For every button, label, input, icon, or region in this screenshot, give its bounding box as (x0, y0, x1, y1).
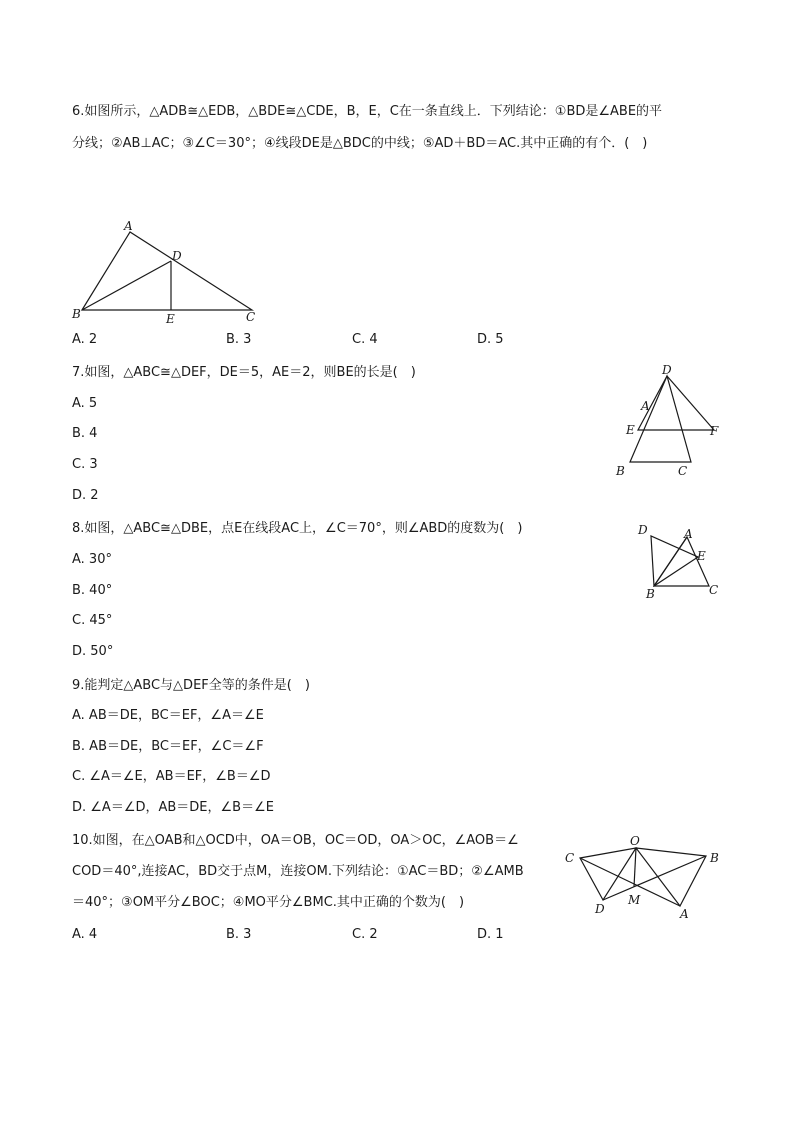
q10-option-c[interactable]: C. 2 (352, 927, 378, 942)
q6-figure (70, 218, 270, 328)
label-E: E (626, 423, 635, 437)
q8-figure (634, 518, 734, 608)
q6-option-b[interactable]: B. 3 (226, 332, 252, 347)
q9-option-c[interactable]: C. ∠A＝∠E，AB＝EF，∠B＝∠D (72, 769, 271, 784)
label-A: A (641, 399, 650, 413)
q6-stem-line-1: 6.如图所示，△ADB≅△EDB，△BDE≅△CDE，B，E，C在一条直线上．下列结论：①BD是∠ABE的平 (72, 104, 663, 119)
q7-figure (612, 362, 732, 482)
label-D: D (172, 249, 182, 263)
q10-stem-line-2: COD＝40°,连接AC，BD交于点M，连接OM.下列结论：①AC＝BD；②∠AMB (72, 864, 524, 879)
label-F: F (710, 424, 719, 438)
label-C: C (678, 464, 688, 478)
label-C: C (246, 310, 256, 324)
q8-stem: 8.如图，△ABC≅△DBE，点E在线段AC上，∠C＝70°，则∠ABD的度数为( ) (72, 521, 523, 536)
q10-option-a[interactable]: A. 4 (72, 927, 98, 942)
label-C: C (709, 583, 719, 597)
label-O: O (630, 834, 640, 848)
q10-stem-line-1: 10.如图，在△OAB和△OCD中，OA＝OB，OC＝OD，OA＞OC，∠AOB＝∠ (72, 833, 519, 848)
label-B: B (616, 464, 625, 478)
label-D: D (662, 363, 672, 377)
label-E: E (697, 549, 706, 563)
triangle-abc (82, 232, 252, 310)
label-M: M (628, 893, 641, 907)
q6-option-c[interactable]: C. 4 (352, 332, 378, 347)
q10-option-d[interactable]: D. 1 (477, 927, 504, 942)
triangle-oab (636, 848, 706, 906)
label-D: D (595, 902, 605, 916)
label-B: B (710, 851, 719, 865)
label-E: E (166, 312, 175, 326)
q7-option-a[interactable]: A. 5 (72, 396, 98, 411)
q7-stem: 7.如图，△ABC≅△DEF，DE＝5，AE＝2，则BE的长是( ) (72, 365, 416, 380)
segment-bd (82, 261, 171, 310)
q9-option-d[interactable]: D. ∠A＝∠D，AB＝DE，∠B＝∠E (72, 800, 274, 815)
triangle-dbe (651, 536, 698, 586)
q10-stem-line-3: ＝40°；③OM平分∠BOC；④MO平分∠BMC.其中正确的个数为( ) (72, 895, 465, 910)
q8-option-c[interactable]: C. 45° (72, 613, 113, 628)
q10-figure (560, 830, 730, 925)
q7-option-c[interactable]: C. 3 (72, 457, 98, 472)
q9-option-b[interactable]: B. AB＝DE，BC＝EF，∠C＝∠F (72, 739, 264, 754)
segment-om (634, 848, 636, 887)
label-A: A (684, 527, 693, 541)
q7-option-b[interactable]: B. 4 (72, 426, 98, 441)
label-B: B (646, 587, 655, 601)
q6-stem-line-2: 分线；②AB⊥AC；③∠C＝30°；④线段DE是△BDC的中线；⑤AD＋BD＝AC.其中正确的有个．( ) (72, 136, 648, 151)
q6-option-d[interactable]: D. 5 (477, 332, 504, 347)
q9-option-a[interactable]: A. AB＝DE，BC＝EF，∠A＝∠E (72, 708, 264, 723)
q10-option-b[interactable]: B. 3 (226, 927, 252, 942)
label-A: A (680, 907, 689, 921)
q7-option-d[interactable]: D. 2 (72, 488, 99, 503)
label-C: C (565, 851, 575, 865)
q9-stem: 9.能判定△ABC与△DEF全等的条件是( ) (72, 678, 310, 693)
label-D: D (638, 523, 648, 537)
q8-option-d[interactable]: D. 50° (72, 644, 114, 659)
label-B: B (72, 307, 81, 321)
label-A: A (124, 219, 133, 233)
q8-option-a[interactable]: A. 30° (72, 552, 112, 567)
q6-option-a[interactable]: A. 2 (72, 332, 98, 347)
q8-option-b[interactable]: B. 40° (72, 583, 113, 598)
